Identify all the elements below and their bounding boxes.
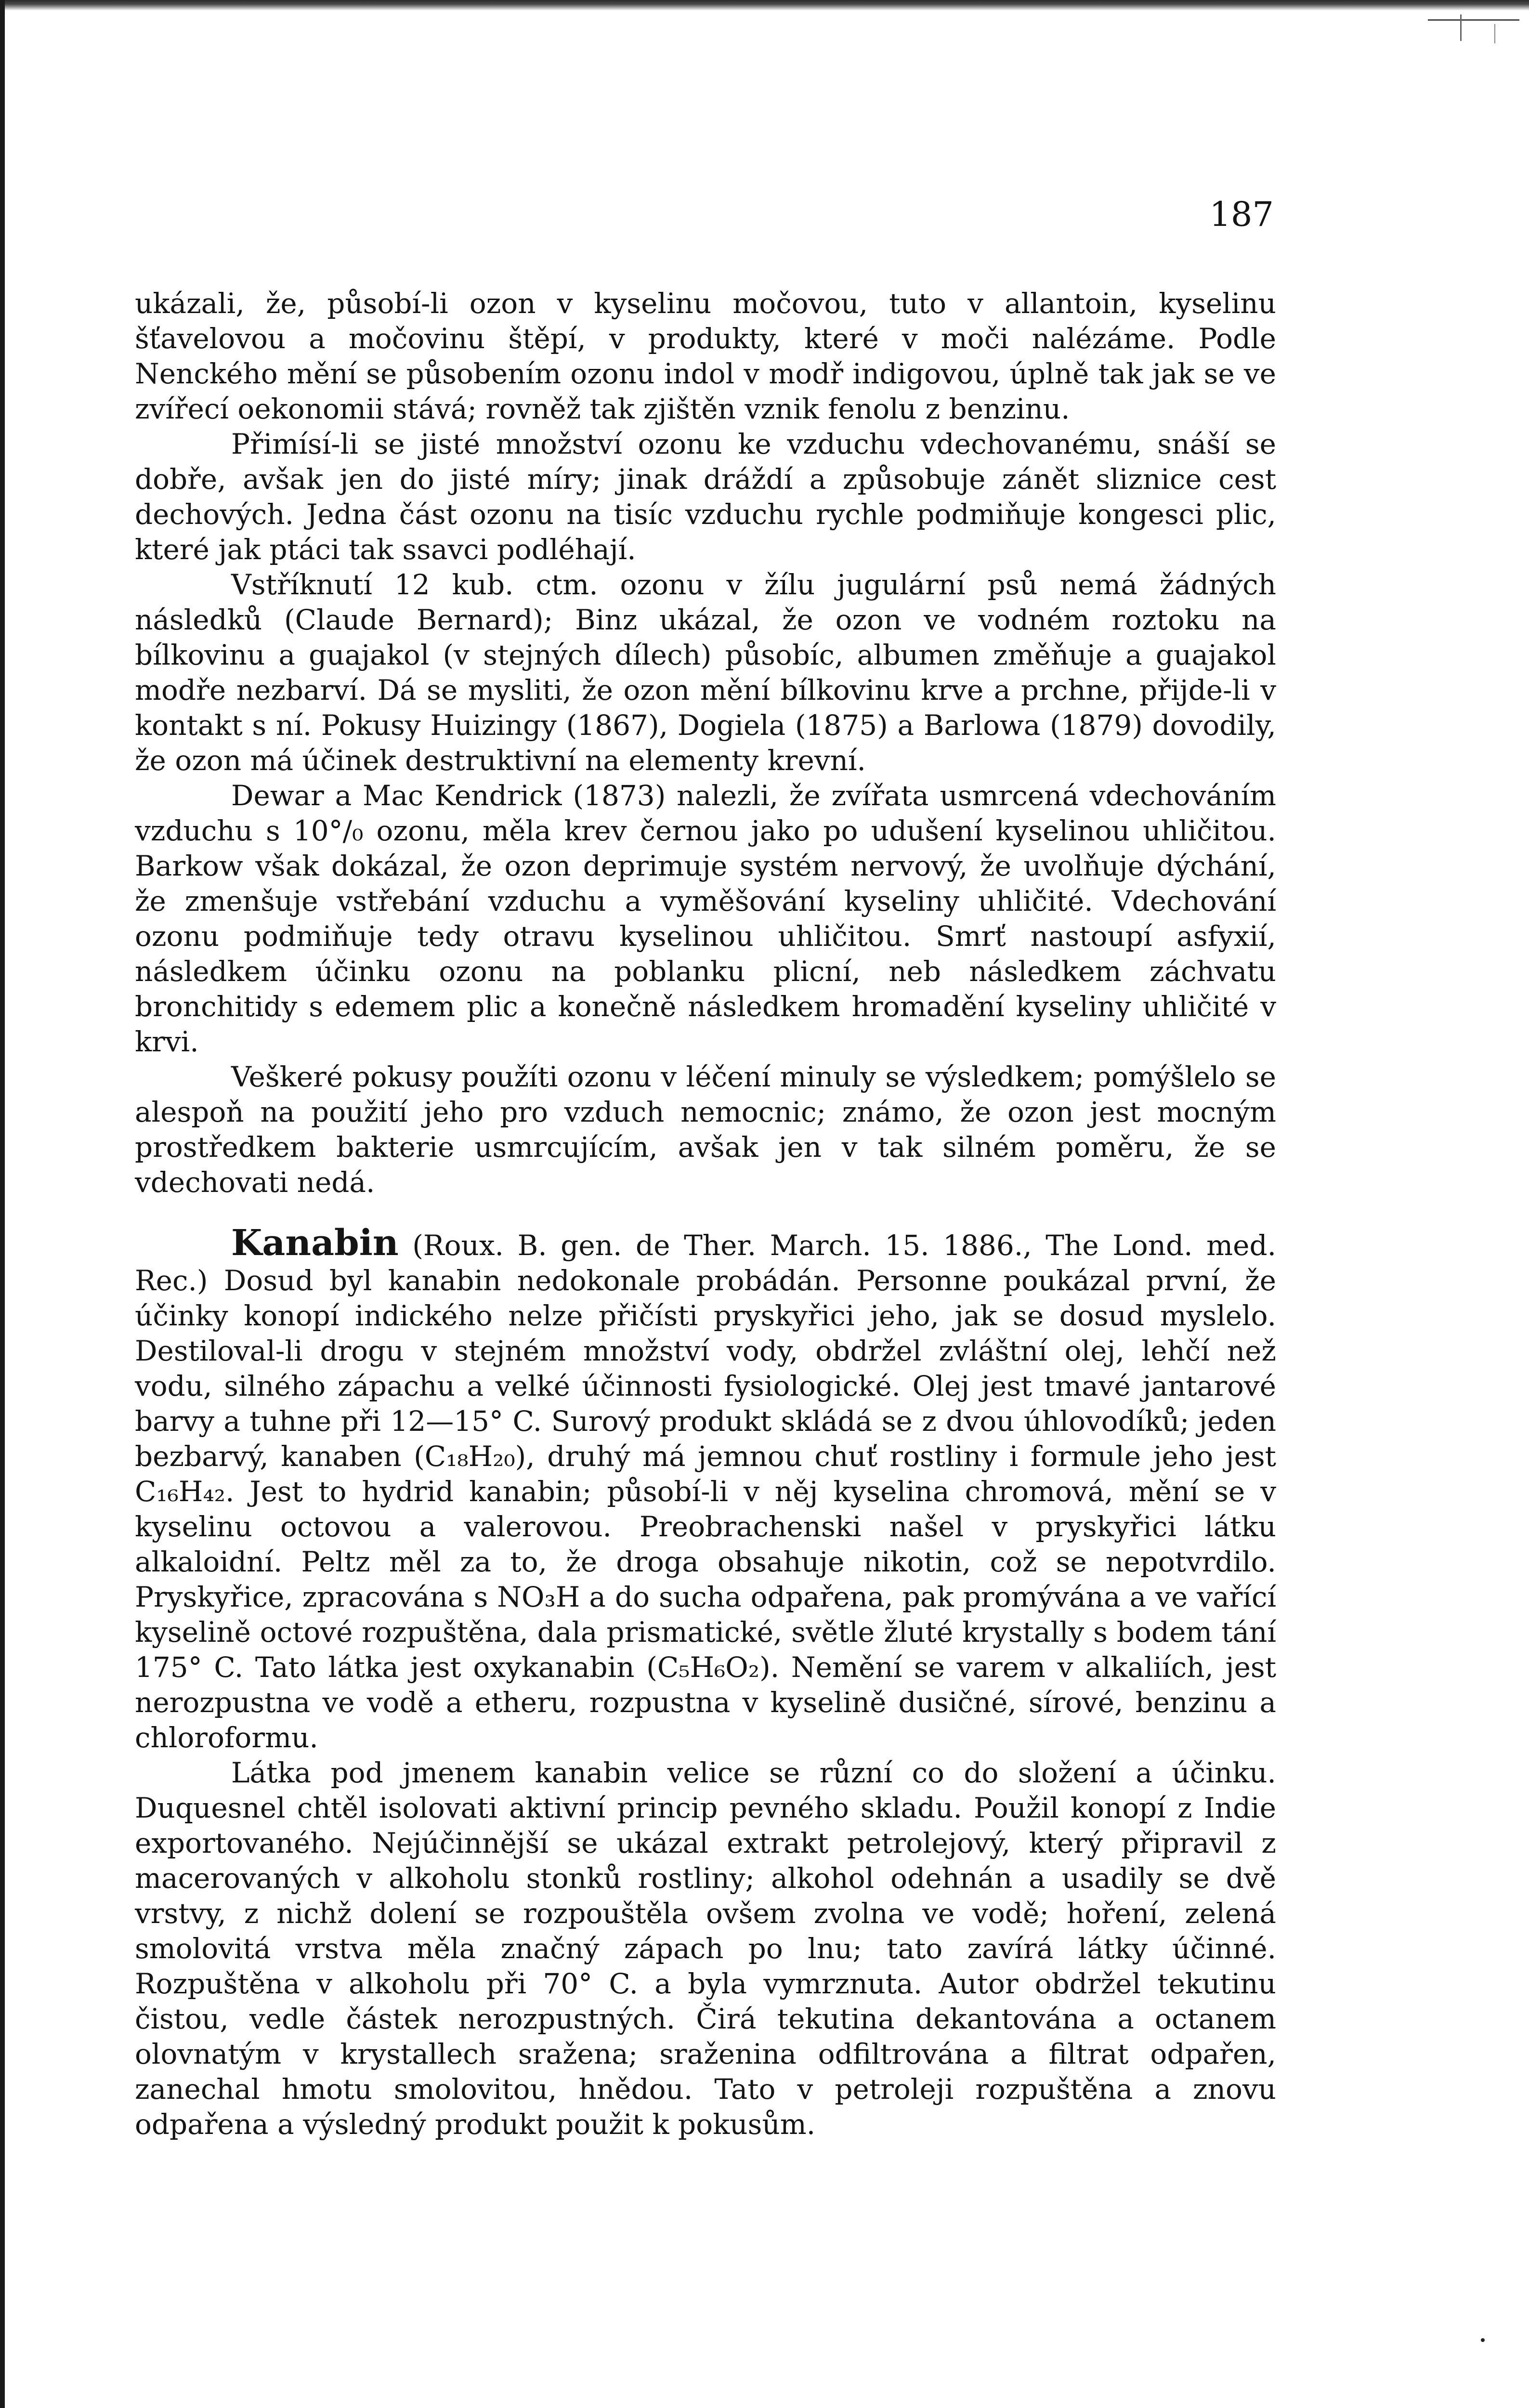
page-number: 187 <box>1209 195 1274 234</box>
section-heading-kanabin: Kanabin <box>231 1222 399 1264</box>
kanabin-paragraph-1-text: (Roux. B. gen. de Ther. March. 15. 1886., The Lond. med. Rec.) Dosud byl kanabin nedokonale probádán. Personne poukázal první, že účinky konopí indického nelze přičísti pryskyřici jeho, jak se dosud myslelo. Destiloval-li drogu v stejném množství vody, obdržel zvláštní olej, lehčí než vodu, silného zápachu a velké účinnosti fysiologické. Olej jest tmavé jantarové barvy a tuhne při 12—15° C. Surový produkt skládá se z dvou úhlovodíků; jeden bezbarvý, kanaben (C₁₈H₂₀), druhý má jemnou chuť rostliny i formule jeho jest C₁₆H₄₂. Jest to hydrid kanabin; působí-li v něj kyselina chromová, mění se v kyselinu octovou a valerovou. Preobrachenski našel v pryskyřici látku alkaloidní. Peltz měl za to, že droga obsahuje nikotin, což se nepotvrdilo. Pryskyřice, zpracována s NO₃H a do sucha odpařena, pak promývána a ve vařící kyselině octové rozpuštěna, dala prismatické, světle žluté krystally s bodem tání 175° C. Tato látka jest oxykanabin (C₅H₆O₂). Nemění se varem v alkaliích, jest nerozpustna ve vodě a etheru, rozpustna v kyselině dusičné, sírové, benzinu a chloroformu. <box>135 1229 1277 1754</box>
corner-mark <box>1423 14 1519 43</box>
kanabin-section <box>135 1222 1277 2142</box>
corner-mark-tick <box>1460 14 1462 41</box>
page-top-edge <box>5 0 1529 11</box>
paragraph-3: Vstříknutí 12 kub. ctm. ozonu v žílu jugulární psů nemá žádných následků (Claude Bernard); Binz ukázal, že ozon ve vodném roztoku na bílkovinu a guajakol (v stejných dílech) působíc, albumen změňuje a guajakol modře nezbarví. Dá se mysliti, že ozon mění bílkovinu krve a prchne, přijde-li v kontakt s ní. Pokusy Huizingy (1867), Dogiela (1875) a Barlowa (1879) dovodily, že ozon má účinek destruktivní na elementy krevní. <box>135 568 1276 777</box>
kanabin-paragraph-2: Látka pod jmenem kanabin velice se různí co do složení a účinku. Duquesnel chtěl isolovati aktivní princip pevného skladu. Použil konopí z Indie exportovaného. Nejúčinnější se ukázal extrakt petrolejový, který připravil z macerovaných v alkoholu stonků rostliny; alkohol odehnán a usadily se dvě vrstvy, z nichž dolení se rozpouštěla ovšem zvolna ve vodě; hoření, zelená smolovitá vrstva měla značný zápach po lnu; tato zavírá látky účinné. Rozpuštěna v alkoholu při 70° C. a byla vymrznuta. Autor obdržel tekutinu čistou, vedle částek nerozpustných. Čirá tekutina dekantována a octanem olovnatým v krystallech sražena; sraženina odfiltrována a filtrat odpařen, zanechal hmotu smolovitou, hnědou. Tato v petroleji rozpuštěna a znovu odpařena a výsledný produkt použit k pokusům. <box>135 1756 1276 2141</box>
print-speck <box>1481 2338 1485 2342</box>
corner-mark-tick-2 <box>1494 24 1495 43</box>
paragraph-2: Přimísí-li se jisté množství ozonu ke vzduchu vdechovanému, snáší se dobře, avšak jen do jisté míry; jinak dráždí a způsobuje zánět sliznice cest dechových. Jedna část ozonu na tisíc vzduchu rychle podmiňuje kongesci plic, které jak ptáci tak ssavci podléhají. <box>135 428 1276 566</box>
corner-mark-line <box>1428 19 1519 21</box>
paragraph-4: Dewar a Mac Kendrick (1873) nalezli, že zvířata usmrcená vdechováním vzduchu s 10°/₀ ozonu, měla krev černou jako po udušení kyselinou uhličitou. Barkow však dokázal, že ozon deprimuje systém nervový, že uvolňuje dýchání, že zmenšuje vstřebání vzduchu a vyměšování kyseliny uhličité. Vdechování ozonu podmiňuje tedy otravu kyselinou uhličitou. Smrť nastoupí asfyxií, následkem účinku ozonu na poblanku plicní, neb následkem záchvatu bronchitidy s edemem plic a konečně následkem hromadění kyseliny uhličité v krvi. <box>135 779 1276 1058</box>
kanabin-paragraph-1 <box>135 1222 1277 1755</box>
ozone-section <box>135 286 1276 1200</box>
paragraph-1: ukázali, že, působí-li ozon v kyselinu močovou, tuto v allantoin, kyselinu šťavelovou a močovinu štěpí, v produkty, které v moči nalézáme. Podle Nenckého mění se působením ozonu indol v modř indigovou, úplně tak jak se ve zvířecí oekonomii stává; rovněž tak zjištěn vznik fenolu z benzinu. <box>135 287 1276 425</box>
paragraph-5: Veškeré pokusy použíti ozonu v léčení minuly se výsledkem; pomýšlelo se alespoň na použití jeho pro vzduch nemocnic; známo, že ozon jest mocným prostředkem bakterie usmrcujícím, avšak jen v tak silném poměru, že se vdechovati nedá. <box>135 1060 1276 1199</box>
